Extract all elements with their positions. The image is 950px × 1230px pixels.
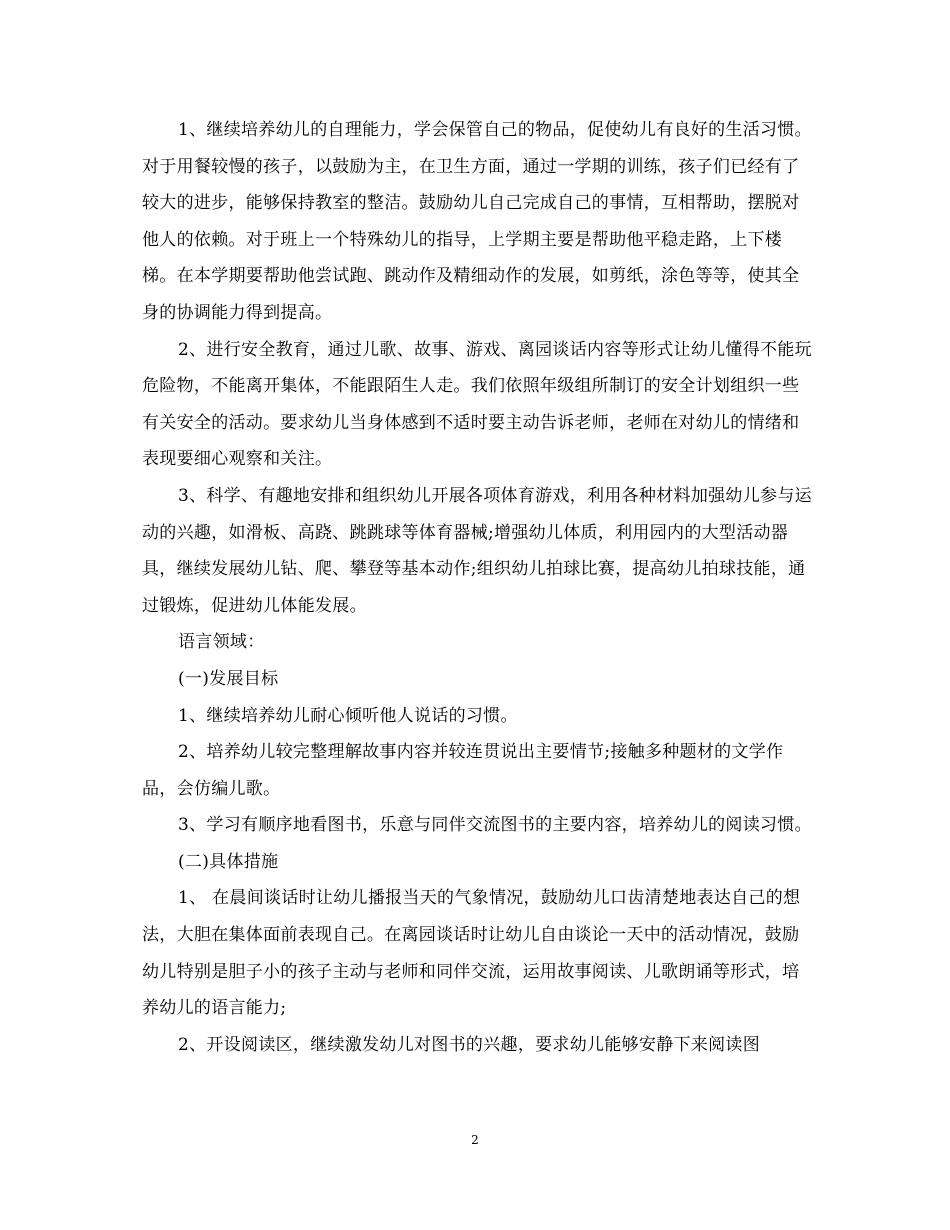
paragraph-goal-stories: 2、培养幼儿较完整理解故事内容并较连贯说出主要情节;接触多种题材的文学作品，会仿编儿歌。 <box>142 742 784 799</box>
section-heading-language: 语言领域： <box>178 632 265 653</box>
subheading-development-goals: (一)发展目标 <box>178 668 279 689</box>
paragraph-safety-education: 2、进行安全教育，通过儿歌、故事、游戏、离园谈话内容等形式让幼儿懂得不能玩危险物，不能离开集体，不能跟陌生人走。我们依照年级组所制订的安全计划组织一些有关安全的活动。要求幼儿当身体感到不适时要主动告诉老师，老师在对幼儿的情绪和表现要细心观察和关注。 <box>142 339 812 470</box>
paragraph-goal-listening: 1、继续培养幼儿耐心倾听他人说话的习惯。 <box>178 705 518 726</box>
document-body <box>142 112 812 1063</box>
subheading-specific-measures: (二)具体措施 <box>178 851 279 872</box>
paragraph-self-care: 1、继续培养幼儿的自理能力，学会保管自己的物品，促使幼儿有良好的生活习惯。对于用餐较慢的孩子，以鼓励为主，在卫生方面，通过一学期的训练，孩子们已经有了较大的进步，能够保持教室的整洁。鼓励幼儿自己完成自己的事情，互相帮助，摆脱对他人的依赖。对于班上一个特殊幼儿的指导，上学期主要是帮助他平稳走路，上下楼梯。在本学期要帮助他尝试跑、跳动作及精细动作的发展，如剪纸，涂色等等，使其全身的协调能力得到提高。 <box>142 120 812 323</box>
paragraph-measure-talks: 1、 在晨间谈话时让幼儿播报当天的气象情况，鼓励幼儿口齿清楚地表达自己的想法，大胆在集体面前表现自己。在离园谈话时让幼儿自由谈论一天中的活动情况，鼓励幼儿特别是胆子小的孩子主动与老师和同伴交流，运用故事阅读、儿歌朗诵等形式，培养幼儿的语言能力; <box>142 888 801 1019</box>
paragraph-measure-reading-area: 2、开设阅读区，继续激发幼儿对图书的兴趣，要求幼儿能够安静下来阅读图 <box>178 1034 761 1055</box>
paragraph-sports-games: 3、科学、有趣地安排和组织幼儿开展各项体育游戏，利用各种材料加强幼儿参与运动的兴趣，如滑板、高跷、跳跳球等体育器械;增强幼儿体质，利用园内的大型活动器具，继续发展幼儿钻、爬、攀登等基本动作;组织幼儿拍球比赛，提高幼儿拍球技能，通过锻炼，促进幼儿体能发展。 <box>142 485 812 616</box>
page-number: 2 <box>471 1133 479 1147</box>
paragraph-goal-reading: 3、学习有顺序地看图书，乐意与同伴交流图书的主要内容，培养幼儿的阅读习惯。 <box>178 815 812 836</box>
